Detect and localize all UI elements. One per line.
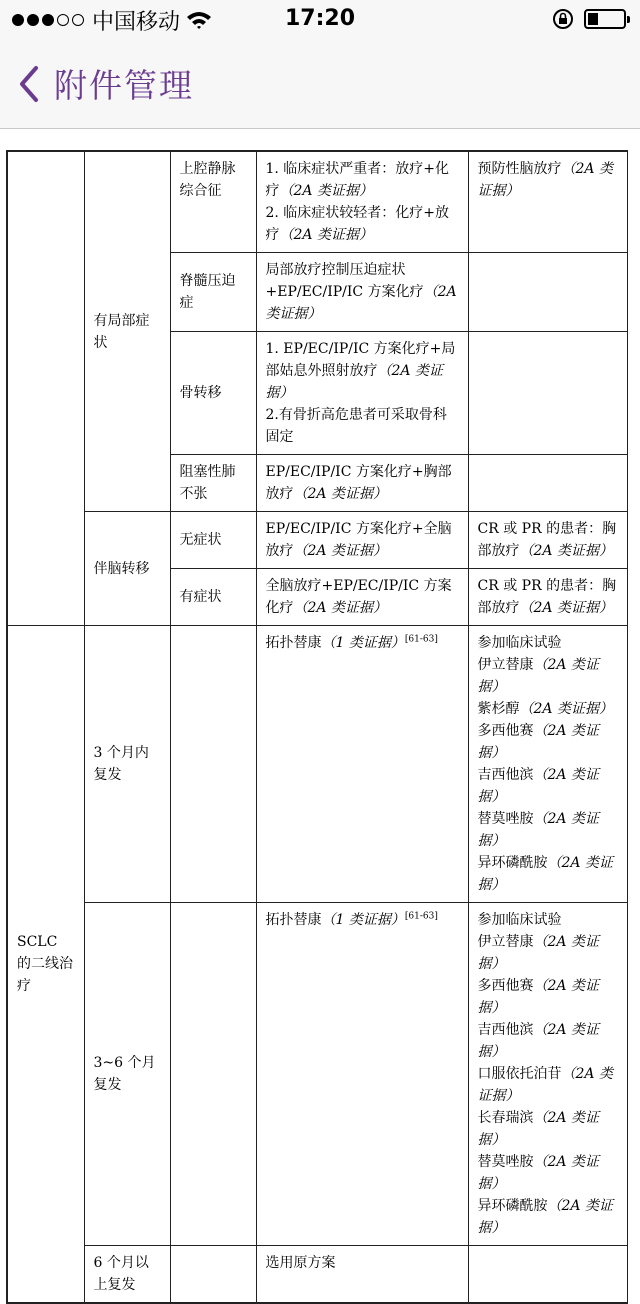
treatment-cell <box>256 903 468 1246</box>
evidence-label: （2A 类证据） <box>477 1198 613 1236</box>
time-cell: 6 个月以上复发 <box>84 1246 170 1304</box>
option-line <box>478 632 618 654</box>
option-text: 口服依托泊苷 <box>477 1066 562 1082</box>
treatment-table <box>6 150 628 1304</box>
option-text: 替莫唑胺 <box>477 811 534 827</box>
evidence-label: （2A 类证据） <box>477 657 599 695</box>
evidence-label: （2A 类证据） <box>293 600 387 616</box>
condition-cell: 上腔静脉综合征 <box>170 151 256 253</box>
other-text: 预防性脑放疗 <box>477 161 562 177</box>
option-line <box>478 1195 618 1239</box>
page-title: 附件管理 <box>54 66 194 105</box>
treatment-text: EP/EC/IP/IC 方案化疗+全脑放疗 <box>265 521 452 559</box>
status-bar <box>0 0 640 40</box>
evidence-label: （2A 类证据） <box>477 767 599 805</box>
option-text: 多西他赛 <box>477 723 534 739</box>
option-text: 异环磷酰胺 <box>477 855 548 871</box>
chevron-left-icon[interactable] <box>14 62 44 106</box>
evidence-label: （2A 类证据） <box>265 284 457 322</box>
category-cell: SCLC 的二线治疗 <box>7 626 84 1304</box>
treatment-cell <box>256 455 468 512</box>
option-text: 参加临床试验 <box>477 635 562 651</box>
option-line <box>478 654 618 698</box>
table-row <box>7 903 627 1246</box>
evidence-label: （1 类证据） <box>321 635 405 651</box>
other-cell-empty <box>468 332 627 455</box>
evidence-label: （2A 类证据） <box>477 1022 599 1060</box>
treatment-text: 2.有骨折高危患者可采取骨科固定 <box>265 407 447 445</box>
option-line <box>478 808 618 852</box>
evidence-label: （2A 类证据） <box>293 486 387 502</box>
evidence-label: （2A 类证据） <box>477 1154 599 1192</box>
treatment-text: 拓扑替康 <box>265 912 322 928</box>
treatment-cell <box>256 569 468 626</box>
table-row <box>7 512 627 569</box>
status-right <box>552 8 626 30</box>
evidence-label: （2A 类证据） <box>477 811 599 849</box>
option-line <box>478 1063 618 1107</box>
other-cell <box>468 512 627 569</box>
evidence-label: （2A 类证据） <box>265 363 443 401</box>
option-line <box>478 1019 618 1063</box>
option-text: 伊立替康 <box>477 657 534 673</box>
option-text: 多西他赛 <box>477 978 534 994</box>
treatment-cell <box>256 253 468 332</box>
battery-icon <box>584 9 626 29</box>
evidence-label: （2A 类证据） <box>477 1066 613 1104</box>
condition-cell: 无症状 <box>170 512 256 569</box>
carrier-name: 中国移动 <box>92 9 181 35</box>
document-image <box>6 150 626 1304</box>
treatment-cell <box>256 626 468 903</box>
condition-cell: 骨转移 <box>170 332 256 455</box>
treatment-text: 2. 临床症状较轻者：化疗+放疗 <box>265 205 450 243</box>
evidence-label: （2A 类证据） <box>477 978 599 1016</box>
other-cell <box>468 151 627 253</box>
option-text: 长春瑞滨 <box>477 1110 534 1126</box>
option-text: 替莫唑胺 <box>477 1154 534 1170</box>
other-cell <box>468 626 627 903</box>
treatment-text: 1. 临床症状严重者：放疗+化疗 <box>265 161 450 199</box>
evidence-label: （2A 类证据） <box>519 600 613 616</box>
other-cell-empty <box>468 253 627 332</box>
other-cell-empty <box>468 1246 627 1304</box>
evidence-label: （2A 类证据） <box>519 701 613 717</box>
evidence-label: （2A 类证据） <box>293 543 387 559</box>
other-cell <box>468 569 627 626</box>
table-row <box>7 626 627 903</box>
option-text: 参加临床试验 <box>477 912 562 928</box>
evidence-label: （2A 类证据） <box>477 934 599 972</box>
option-line <box>478 720 618 764</box>
evidence-label: （2A 类证据） <box>279 227 373 243</box>
evidence-label: （2A 类证据） <box>279 183 373 199</box>
treatment-text: EP/EC/IP/IC 方案化疗+胸部放疗 <box>265 464 452 502</box>
evidence-label: （1 类证据） <box>321 912 405 928</box>
option-line <box>478 931 618 975</box>
condition-cell: 阻塞性肺不张 <box>170 455 256 512</box>
option-text: 异环磷酰胺 <box>477 1198 548 1214</box>
evidence-label: （2A 类证据） <box>519 543 613 559</box>
option-line <box>478 764 618 808</box>
option-line <box>478 698 618 720</box>
condition-cell-empty <box>170 903 256 1246</box>
other-cell <box>468 903 627 1246</box>
condition-cell-empty <box>170 626 256 903</box>
reference-marker: [61-63] <box>404 634 438 645</box>
treatment-text: 局部放疗控制压迫症状+EP/EC/IP/IC 方案化疗 <box>265 262 424 300</box>
other-cell-empty <box>468 455 627 512</box>
option-text: 伊立替康 <box>477 934 534 950</box>
evidence-label: （2A 类证据） <box>477 161 613 199</box>
other-text: CR 或 PR 的患者：胸部放疗 <box>477 578 617 616</box>
option-line <box>478 975 618 1019</box>
time-cell: 3 个月内复发 <box>84 626 170 903</box>
option-text: 吉西他滨 <box>477 1022 534 1038</box>
evidence-label: （2A 类证据） <box>477 855 613 893</box>
other-text: CR 或 PR 的患者：胸部放疗 <box>477 521 617 559</box>
treatment-cell: 选用原方案 <box>256 1246 468 1304</box>
condition-cell: 脊髓压迫症 <box>170 253 256 332</box>
subcategory-cell: 有局部症状 <box>84 151 170 512</box>
reference-marker: [61-63] <box>404 911 438 922</box>
evidence-label: （2A 类证据） <box>477 723 599 761</box>
treatment-text: 全脑放疗+EP/EC/IP/IC 方案化疗 <box>265 578 452 616</box>
navigation-bar <box>0 40 640 129</box>
subcategory-cell: 伴脑转移 <box>84 512 170 626</box>
option-line <box>478 852 618 896</box>
treatment-text: 拓扑替康 <box>265 635 322 651</box>
option-line <box>478 1107 618 1151</box>
time-cell: 3~6 个月复发 <box>84 903 170 1246</box>
table-row <box>7 151 627 253</box>
option-line <box>478 909 618 931</box>
treatment-text: 1. EP/EC/IP/IC 方案化疗+局部姑息外照射放疗 <box>265 341 456 379</box>
treatment-cell <box>256 332 468 455</box>
option-line <box>478 1151 618 1195</box>
table-cell-empty <box>7 151 84 626</box>
condition-cell: 有症状 <box>170 569 256 626</box>
condition-cell-empty <box>170 1246 256 1304</box>
evidence-label: （2A 类证据） <box>477 1110 599 1148</box>
battery-level <box>588 13 598 25</box>
option-text: 吉西他滨 <box>477 767 534 783</box>
clock: 17:20 <box>284 6 356 31</box>
table-row <box>7 1246 627 1304</box>
treatment-cell <box>256 151 468 253</box>
option-text: 紫杉醇 <box>477 701 520 717</box>
rotation-lock-icon <box>552 8 574 30</box>
treatment-cell <box>256 512 468 569</box>
